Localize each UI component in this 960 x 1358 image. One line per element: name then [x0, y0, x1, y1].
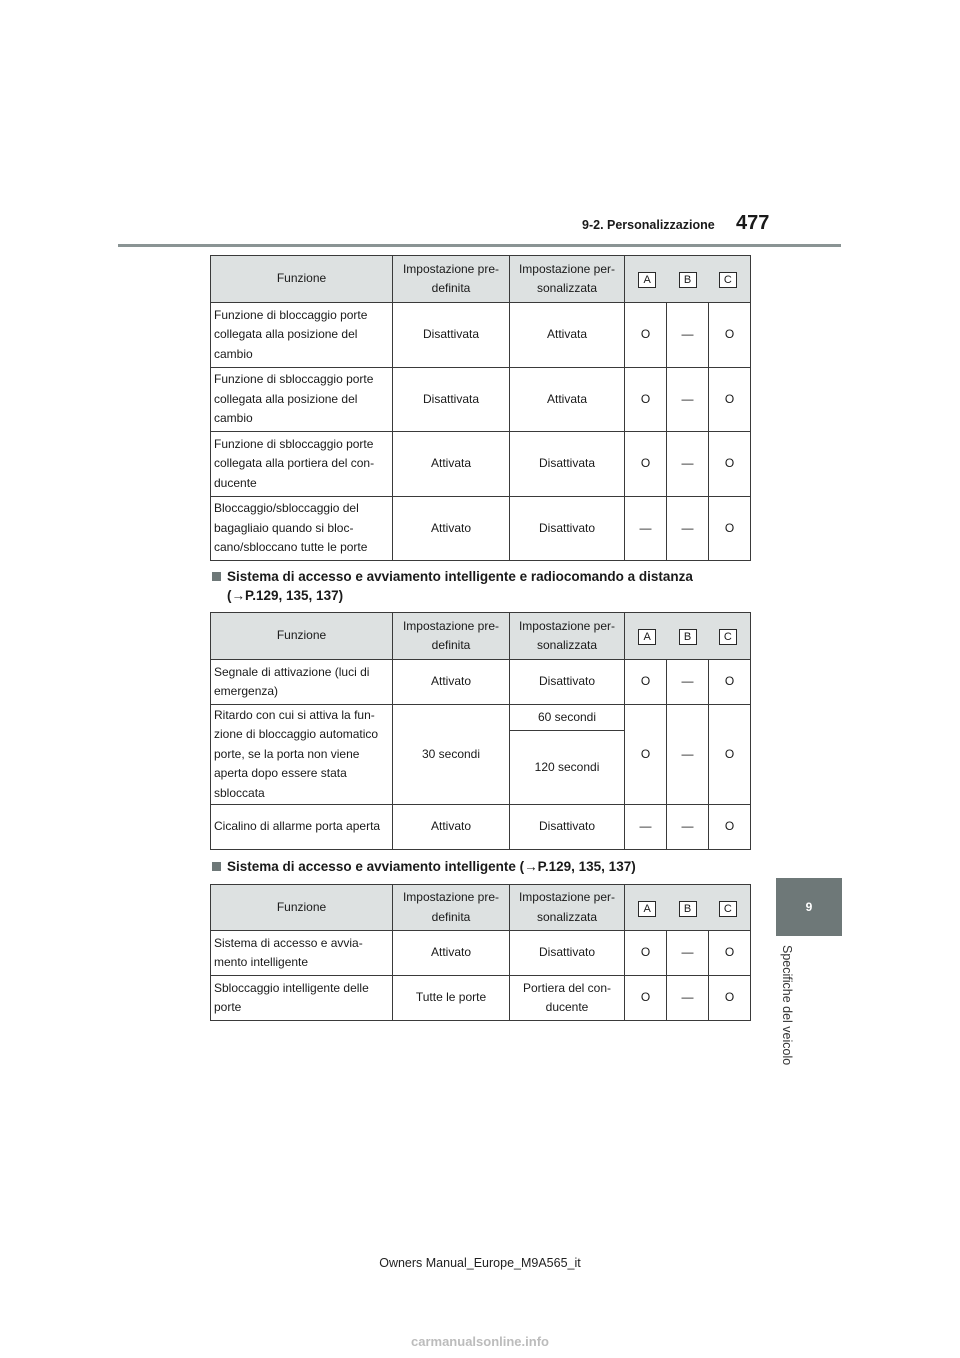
- letter-a: A: [638, 272, 656, 288]
- cell-b: —: [667, 497, 709, 561]
- cell-b: —: [667, 432, 709, 497]
- table-row: [211, 660, 751, 705]
- cell-a: O: [625, 303, 667, 368]
- col-header-funzione: Funzione: [211, 256, 393, 303]
- cell-b: —: [667, 303, 709, 368]
- cell-c: O: [709, 931, 751, 976]
- cell-b: —: [667, 368, 709, 432]
- cell-a: O: [625, 660, 667, 705]
- cell-a: O: [625, 705, 667, 805]
- header-divider: [118, 244, 841, 247]
- cell-funzione: Ritardo con cui si attiva la fun-zione di bloccaggio automatico porte, se la porta non viene aperta dopo essere stata sbloccata: [211, 705, 393, 805]
- chapter-tab[interactable]: [776, 878, 842, 936]
- letter-b: B: [679, 901, 697, 917]
- cell-default: Tutte le porte: [393, 976, 510, 1021]
- cell-default: Attivato: [393, 497, 510, 561]
- chapter-number: 9: [805, 900, 813, 914]
- col-header-letters: [625, 885, 751, 931]
- table-header-row: [211, 256, 751, 303]
- cell-custom: Attivata: [510, 368, 625, 432]
- letter-c: C: [719, 629, 737, 645]
- cell-custom: Portiera del con-ducente: [510, 976, 625, 1021]
- section-heading-2: Sistema di accesso e avviamento intelligente e radiocomando a distanza (→P.129, 135, 137): [212, 567, 693, 605]
- cell-b: —: [667, 976, 709, 1021]
- col-header-letters: [625, 613, 751, 660]
- cell-a: O: [625, 368, 667, 432]
- letter-c: C: [719, 901, 737, 917]
- cell-custom-2: 120 secondi: [510, 731, 625, 805]
- col-header-letters: [625, 256, 751, 303]
- cell-b: —: [667, 660, 709, 705]
- bullet-square-icon: [212, 862, 221, 871]
- settings-table-2: [210, 612, 751, 850]
- cell-a: O: [625, 976, 667, 1021]
- table-header-row: [211, 885, 751, 931]
- cell-custom: Disattivato: [510, 805, 625, 850]
- footer-doc-name: Owners Manual_Europe_M9A565_it: [379, 1256, 581, 1270]
- cell-a: —: [625, 497, 667, 561]
- section-heading-3: Sistema di accesso e avviamento intelligente (→P.129, 135, 137): [212, 857, 636, 876]
- cell-funzione: Sistema di accesso e avvia-mento intelligente: [211, 931, 393, 976]
- letter-b: B: [679, 629, 697, 645]
- bullet-square-icon: [212, 572, 221, 581]
- cell-default: 30 secondi: [393, 705, 510, 805]
- chapter-label: Specifiche del veicolo: [780, 945, 794, 1066]
- col-header-default: Impostazione pre-definita: [393, 613, 510, 660]
- letter-b: B: [679, 272, 697, 288]
- cell-c: O: [709, 705, 751, 805]
- table-header-row: [211, 613, 751, 660]
- cell-default: Attivato: [393, 931, 510, 976]
- col-header-custom: Impostazione per-sonalizzata: [510, 885, 625, 931]
- col-header-default: Impostazione pre-definita: [393, 885, 510, 931]
- cell-funzione: Funzione di sbloccaggio porte collegata alla portiera del con-ducente: [211, 432, 393, 497]
- col-header-default: Impostazione pre-definita: [393, 256, 510, 303]
- col-header-custom: Impostazione per-sonalizzata: [510, 256, 625, 303]
- cell-default: Disattivata: [393, 368, 510, 432]
- cell-a: O: [625, 931, 667, 976]
- table-row: [211, 497, 751, 561]
- cell-c: O: [709, 368, 751, 432]
- cell-b: —: [667, 931, 709, 976]
- table-row: [211, 976, 751, 1021]
- letter-c: C: [719, 272, 737, 288]
- cell-default: Attivata: [393, 432, 510, 497]
- cell-c: O: [709, 497, 751, 561]
- settings-table-3: [210, 884, 751, 1021]
- cell-funzione: Sbloccaggio intelligente delle porte: [211, 976, 393, 1021]
- cell-c: O: [709, 660, 751, 705]
- settings-table-1: [210, 255, 751, 561]
- cell-c: O: [709, 805, 751, 850]
- page-number: 477: [736, 212, 770, 234]
- cell-a: —: [625, 805, 667, 850]
- table-row: [211, 705, 751, 731]
- cell-custom: Disattivata: [510, 432, 625, 497]
- cell-funzione: Cicalino di allarme porta aperta: [211, 805, 393, 850]
- watermark[interactable]: carmanualsonline.info: [411, 1334, 549, 1349]
- cell-funzione: Funzione di bloccaggio porte collegata alla posizione del cambio: [211, 303, 393, 368]
- table-row: [211, 931, 751, 976]
- col-header-funzione: Funzione: [211, 613, 393, 660]
- cell-b: —: [667, 705, 709, 805]
- cell-funzione: Bloccaggio/sbloccaggio del bagagliaio quando si bloc-cano/sbloccano tutte le porte: [211, 497, 393, 561]
- table-row: [211, 432, 751, 497]
- cell-funzione: Funzione di sbloccaggio porte collegata alla posizione del cambio: [211, 368, 393, 432]
- cell-funzione: Segnale di attivazione (luci di emergenza): [211, 660, 393, 705]
- table-row: [211, 805, 751, 850]
- cell-custom: Attivata: [510, 303, 625, 368]
- section-title: 9-2. Personalizzazione: [582, 218, 715, 232]
- cell-c: O: [709, 432, 751, 497]
- cell-default: Attivato: [393, 660, 510, 705]
- letter-a: A: [638, 629, 656, 645]
- cell-custom: Disattivato: [510, 497, 625, 561]
- cell-c: O: [709, 303, 751, 368]
- cell-a: O: [625, 432, 667, 497]
- col-header-funzione: Funzione: [211, 885, 393, 931]
- letter-a: A: [638, 901, 656, 917]
- cell-default: Attivato: [393, 805, 510, 850]
- cell-b: —: [667, 805, 709, 850]
- cell-custom: Disattivato: [510, 931, 625, 976]
- cell-custom-1: 60 secondi: [510, 705, 625, 731]
- cell-custom: Disattivato: [510, 660, 625, 705]
- col-header-custom: Impostazione per-sonalizzata: [510, 613, 625, 660]
- table-row: [211, 303, 751, 368]
- cell-c: O: [709, 976, 751, 1021]
- cell-default: Disattivata: [393, 303, 510, 368]
- table-row: [211, 368, 751, 432]
